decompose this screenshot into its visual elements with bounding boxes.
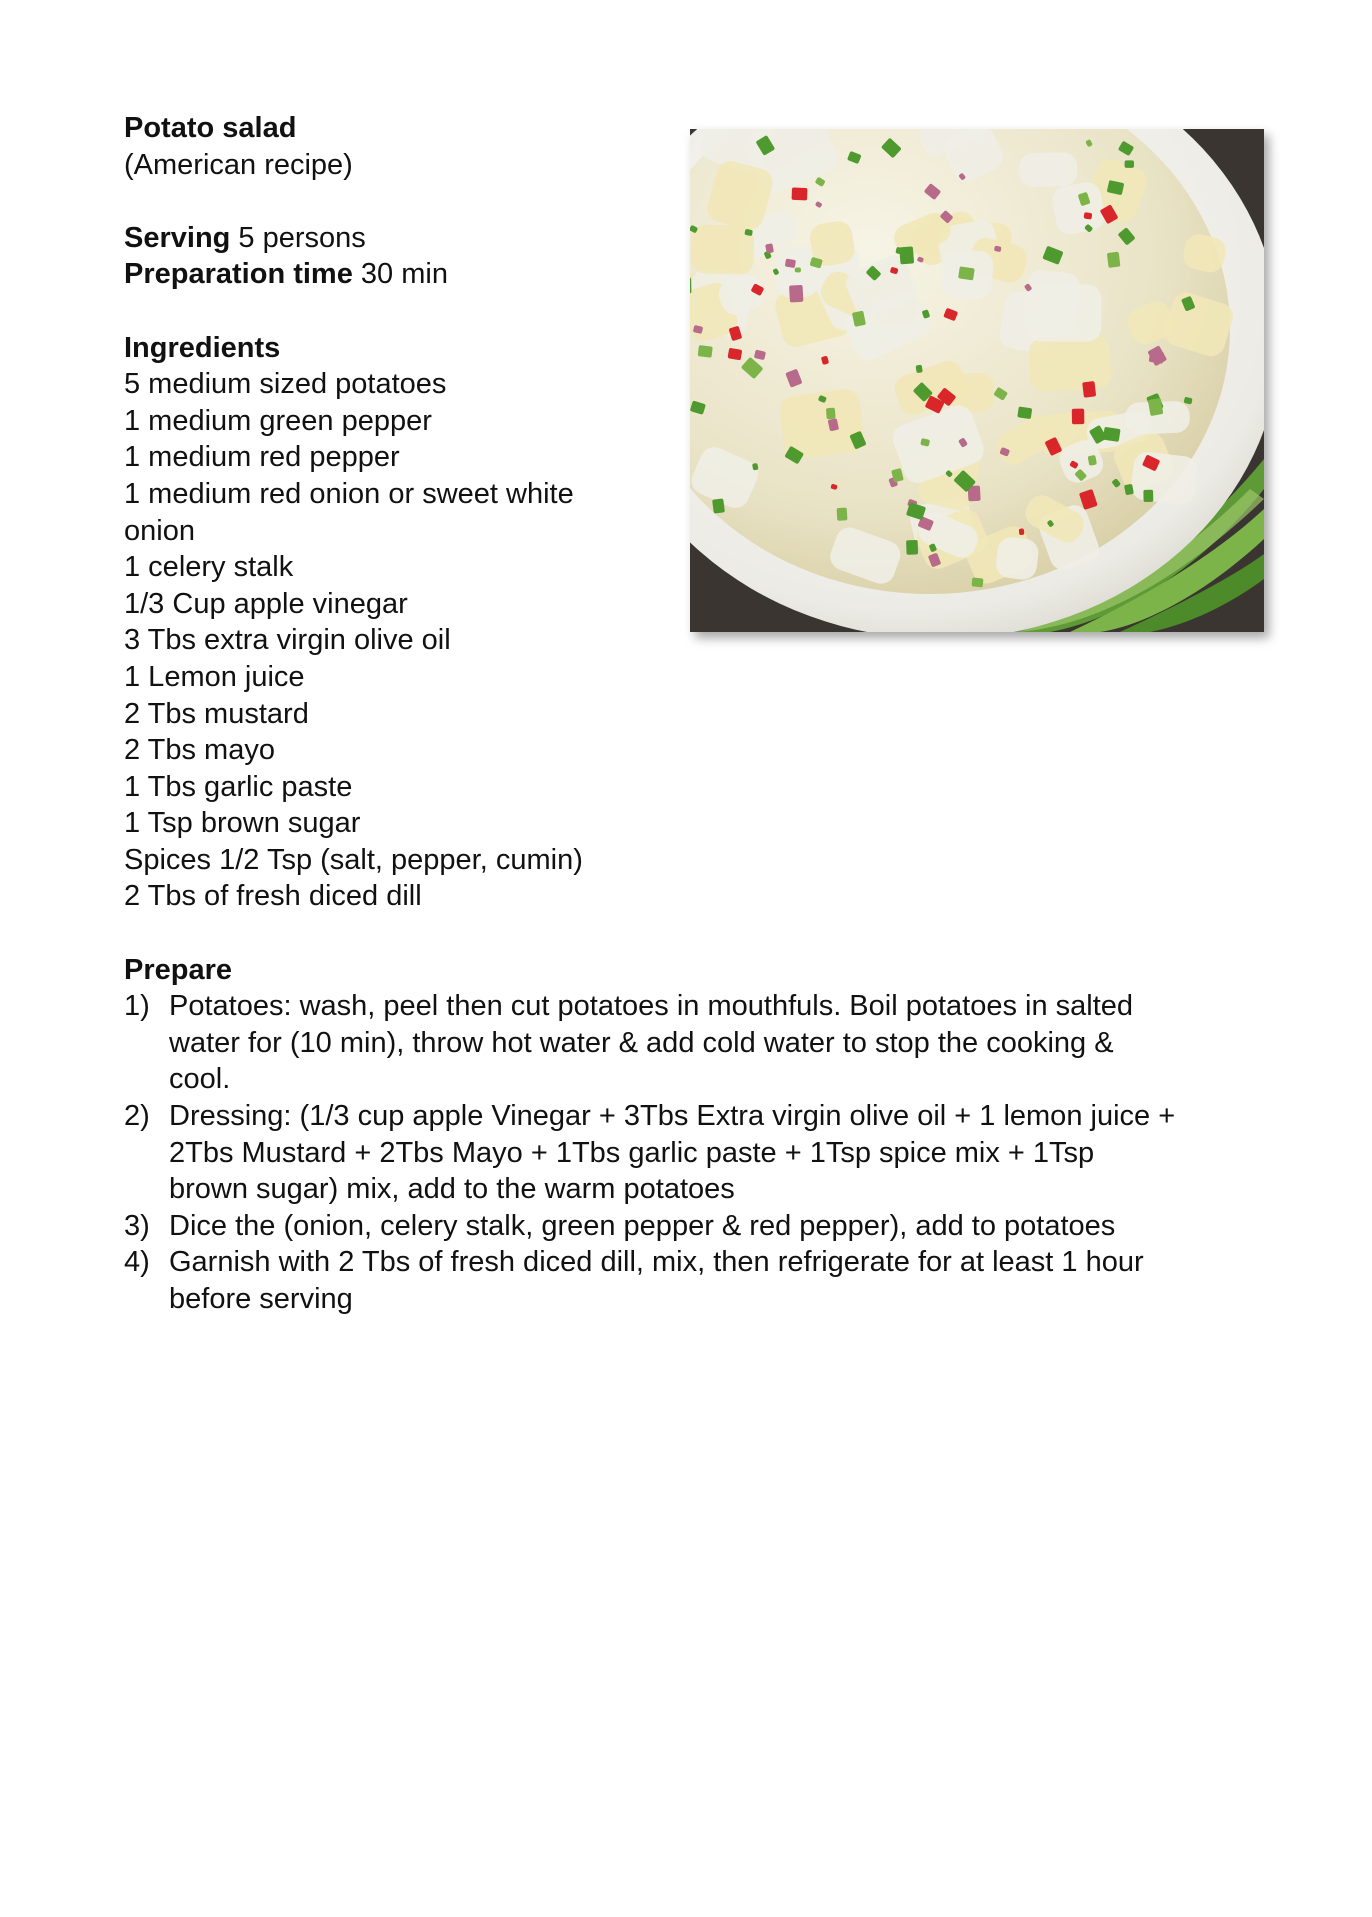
serving-value: 5 persons: [230, 221, 366, 254]
step-text: Garnish with 2 Tbs of fresh diced dill, mix, then refrigerate for at least 1 hour before serving: [169, 1246, 1144, 1315]
step-text: Dressing: (1/3 cup apple Vinegar + 3Tbs Extra virgin olive oil + 1 lemon juice + 2Tbs Mustard + 2Tbs Mayo + 1Tbs garlic paste + 1Tsp spice mix + 1Tsp brown sugar) mix, add to the warm potatoes: [169, 1100, 1176, 1206]
garnish-piece: [1082, 381, 1096, 398]
ingredient-item: 1 Tsp brown sugar: [124, 807, 361, 840]
step-text: Potatoes: wash, peel then cut potatoes in mouthfuls. Boil potatoes in salted water for (10 min), throw hot water & add cold water to stop the cooking & cool.: [169, 990, 1134, 1096]
garnish-piece: [826, 408, 836, 420]
garnish-piece: [958, 266, 975, 280]
prepare-heading: Prepare: [124, 953, 233, 986]
potato-salad-illustration: [690, 129, 1264, 632]
step-number: 4): [124, 1246, 150, 1279]
ingredient-item: 2 Tbs of fresh diced dill: [124, 880, 422, 913]
potato-chunk: [1028, 335, 1111, 392]
garnish-piece: [1148, 398, 1164, 416]
potato-chunk: [1130, 451, 1199, 506]
potato-chunk: [1022, 269, 1081, 337]
ingredient-item: Spices 1/2 Tsp (salt, pepper, cumin): [124, 843, 583, 876]
potato-chunk: [995, 536, 1040, 581]
step-item: [124, 1208, 1179, 1245]
ingredient-item: 2 Tbs mustard: [124, 697, 309, 730]
ingredient-item: 1 medium green pepper: [124, 404, 432, 437]
step-number: 3): [124, 1209, 150, 1242]
prepare-steps: [124, 988, 1244, 1317]
garnish-piece: [1084, 212, 1093, 219]
garnish-piece: [1143, 490, 1153, 502]
garnish-piece: [837, 508, 848, 521]
garnish-piece: [903, 250, 911, 256]
ingredient-item: 1 medium red onion or sweet white onion: [124, 477, 574, 547]
potato-chunk: [1019, 152, 1078, 187]
garnish-piece: [1019, 528, 1025, 535]
ingredient-item: 1 celery stalk: [124, 551, 294, 584]
garnish-piece: [785, 259, 796, 269]
garnish-piece: [1017, 406, 1032, 419]
step-number: 1): [124, 990, 150, 1023]
prep-time-value: 30 min: [352, 258, 448, 291]
garnish-piece: [795, 267, 801, 272]
garnish-piece: [789, 285, 803, 303]
ingredient-item: 5 medium sized potatoes: [124, 368, 447, 401]
ingredient-item: 1 Lemon juice: [124, 660, 305, 693]
garnish-piece: [1103, 427, 1121, 442]
garnish-piece: [1072, 409, 1085, 425]
garnish-piece: [698, 345, 713, 358]
garnish-piece: [712, 498, 725, 513]
garnish-piece: [792, 187, 808, 200]
serving-label: Serving: [124, 221, 231, 254]
ingredient-item: 3 Tbs extra virgin olive oil: [124, 624, 451, 657]
step-item: [124, 988, 1179, 1098]
garnish-piece: [728, 348, 743, 361]
garnish-piece: [1107, 252, 1121, 268]
step-text: Dice the (onion, celery stalk, green pepper & red pepper), add to potatoes: [169, 1209, 1116, 1242]
prep-time-label: Preparation time: [124, 258, 353, 291]
garnish-piece: [906, 540, 918, 555]
ingredients-heading: Ingredients: [124, 331, 281, 364]
potato-salad-photo: [690, 129, 1264, 632]
ingredient-item: 2 Tbs mayo: [124, 734, 275, 767]
ingredient-item: 1 medium red pepper: [124, 441, 400, 474]
garnish-piece: [971, 577, 983, 587]
recipe-subtitle: (American recipe): [124, 148, 353, 181]
garnish-piece: [1149, 351, 1165, 364]
garnish-piece: [916, 365, 923, 374]
step-item: [124, 1098, 1179, 1208]
step-number: 2): [124, 1100, 150, 1133]
ingredient-item: 1/3 Cup apple vinegar: [124, 587, 408, 620]
step-item: [124, 1244, 1179, 1317]
ingredient-item: 1 Tbs garlic paste: [124, 770, 353, 803]
recipe-title: Potato salad: [124, 112, 297, 144]
garnish-piece: [1125, 160, 1134, 168]
